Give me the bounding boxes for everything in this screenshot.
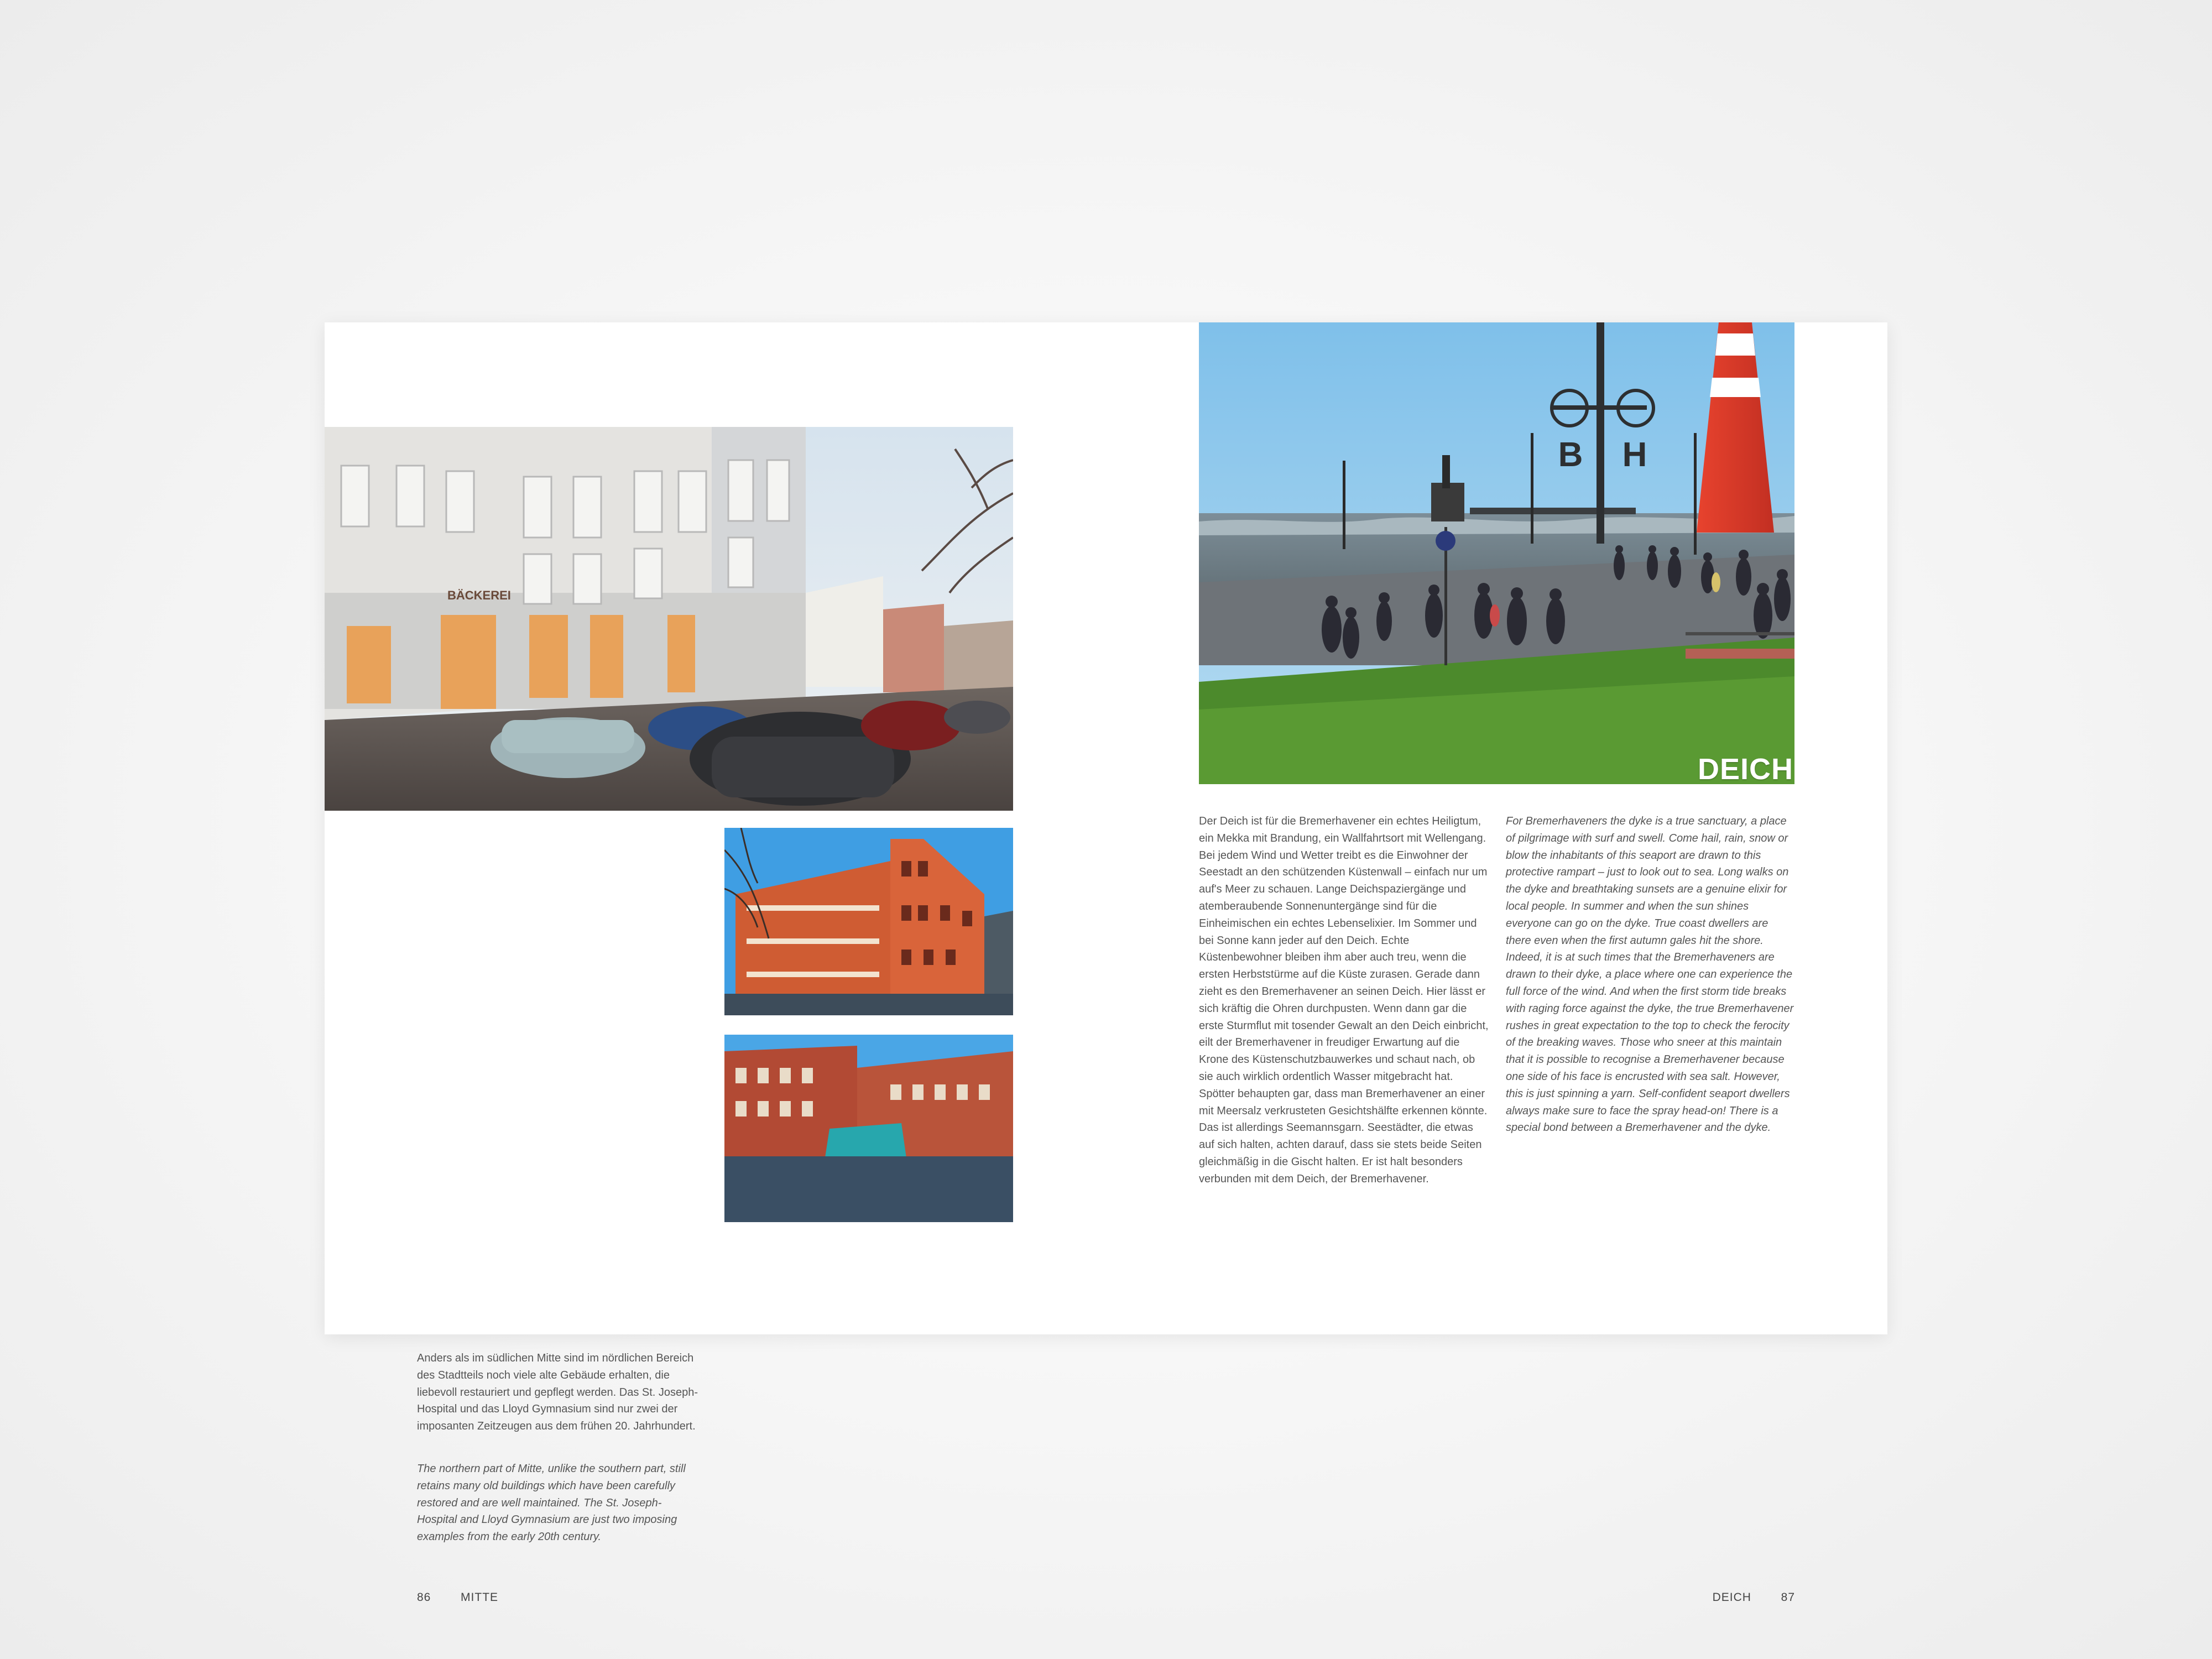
gymnasium-photo-art: [724, 1035, 1013, 1222]
street-photo-art: [325, 427, 1013, 811]
body-english: For Bremerhaveners the dyke is a true sanctuary, a place of pilgrimage with surf and swell. Come hail, rain, snow or blow the inhabitants of this seaport are drawn to this protective rampart – just to look out to sea. Long walks on the dyke and breathtaking sunsets are a genuine elixir for local people. In summer and when the sun shines everyone can go on the dyke. True coast dwellers are there even when the first autumn gales hit the shore. Indeed, it is at such times that the Bremerhaveners are drawn to their dyke, a place where one can experience the full force of the wind. And when the first storm tide breaks with raging force against the dyke, the true Bremerhavener rushes in great expectation to the top to check the ferocity of the breaking waves. Those who sneer at this maintain that it is possible to recognise a Bremerhavener because one side of his face is encrusted with sea salt. However, this is just spinning a yarn. Self-confident seaport dwellers always make sure to face the spray head-on! There is a special bond between a Bremerhavener and the dyke.: [1506, 815, 1794, 1134]
st-joseph-hospital-photo: [724, 828, 1013, 1015]
signal-letter-h: H: [1622, 436, 1647, 474]
right-text-de: [1199, 813, 1489, 1194]
left-section-label: MITTE: [461, 1591, 499, 1604]
left-page-number: 86: [417, 1591, 431, 1604]
left-caption-de: [417, 1350, 699, 1442]
lloyd-gymnasium-photo: [724, 1035, 1013, 1222]
hospital-photo-art: [724, 828, 1013, 1015]
signal-letter-b: B: [1558, 436, 1583, 474]
caption-english: The northern part of Mitte, unlike the southern part, still retains many old buildings which have been carefully restored and are well maintained. The St. Joseph-Hospital and Lloyd Gymnasium are just two imposing examples from the early 20th century.: [417, 1463, 686, 1543]
street-bakery-photo: [325, 427, 1013, 811]
left-page: [325, 322, 1106, 1604]
body-german: Der Deich ist für die Bremerhavener ein echtes Heiligtum, ein Mekka mit Brandung, ein Wallfahrtsort mit Wellengang. Bei jedem Wind und Wetter treibt es die Einwohner der Seestadt an den schützenden Küstenwall – einfach nur um auf's Meer zu schauen. Lange Deichspaziergänge und atemberaubende Sonnenuntergänge sind für die Einheimischen ein echtes Lebenselixier. Im Sommer und bei Sonne kann jeder auf den Deich. Echte Küstenbewohner bleiben ihm aber auch treu, wenn die ersten Herbststürme auf die Küste zurasen. Gerade dann zieht es den Bremerhavener an seinen Deich. Hier lässt er sich kräftig die Ohren durchpusten. Wenn dann gar die erste Sturmflut mit tosender Gewalt an den Deich einbricht, eilt der Bremerhavener in freudiger Erwartung auf die Krone des Küstenschutzbauwerkes und schaut nach, ob sie auch wirklich ordentlich Wasser mitgebracht hat. Spötter behaupten gar, dass man Bremerhavener an einer mit Meersalz verkrusteten Gesichtshälfte erkennen könnte. Das ist allerdings Seemannsgarn. Seestädter, die etwas auf sich halten, achten darauf, dass sie stets beide Seiten gleichmäßig in die Gischt halten. Er ist halt besonders verbunden mit dem Deich, der Bremerhavener.: [1199, 815, 1489, 1185]
deich-photo-title: DEICH: [1697, 753, 1793, 784]
left-folio: [417, 1591, 498, 1604]
right-page: [1106, 322, 1887, 1604]
magazine-spread: [325, 322, 1887, 1604]
right-section-label: DEICH: [1712, 1591, 1751, 1604]
right-folio: [1713, 1591, 1795, 1604]
deich-lighthouse-photo: [1199, 322, 1794, 784]
bakery-sign: BÄCKEREI: [447, 588, 511, 602]
right-text-en: [1506, 813, 1794, 1143]
right-page-number: 87: [1781, 1591, 1795, 1604]
deich-photo-art: [1199, 322, 1794, 784]
caption-german: Anders als im südlichen Mitte sind im nördlichen Bereich des Stadtteils noch viele alte Gebäude erhalten, die liebevoll restauriert und gepflegt werden. Das St. Joseph-Hospital und das Lloyd Gymnasium sind nur zwei der imposanten Zeitzeugen aus dem frühen 20. Jahrhundert.: [417, 1352, 698, 1433]
left-caption-en: [417, 1460, 699, 1552]
